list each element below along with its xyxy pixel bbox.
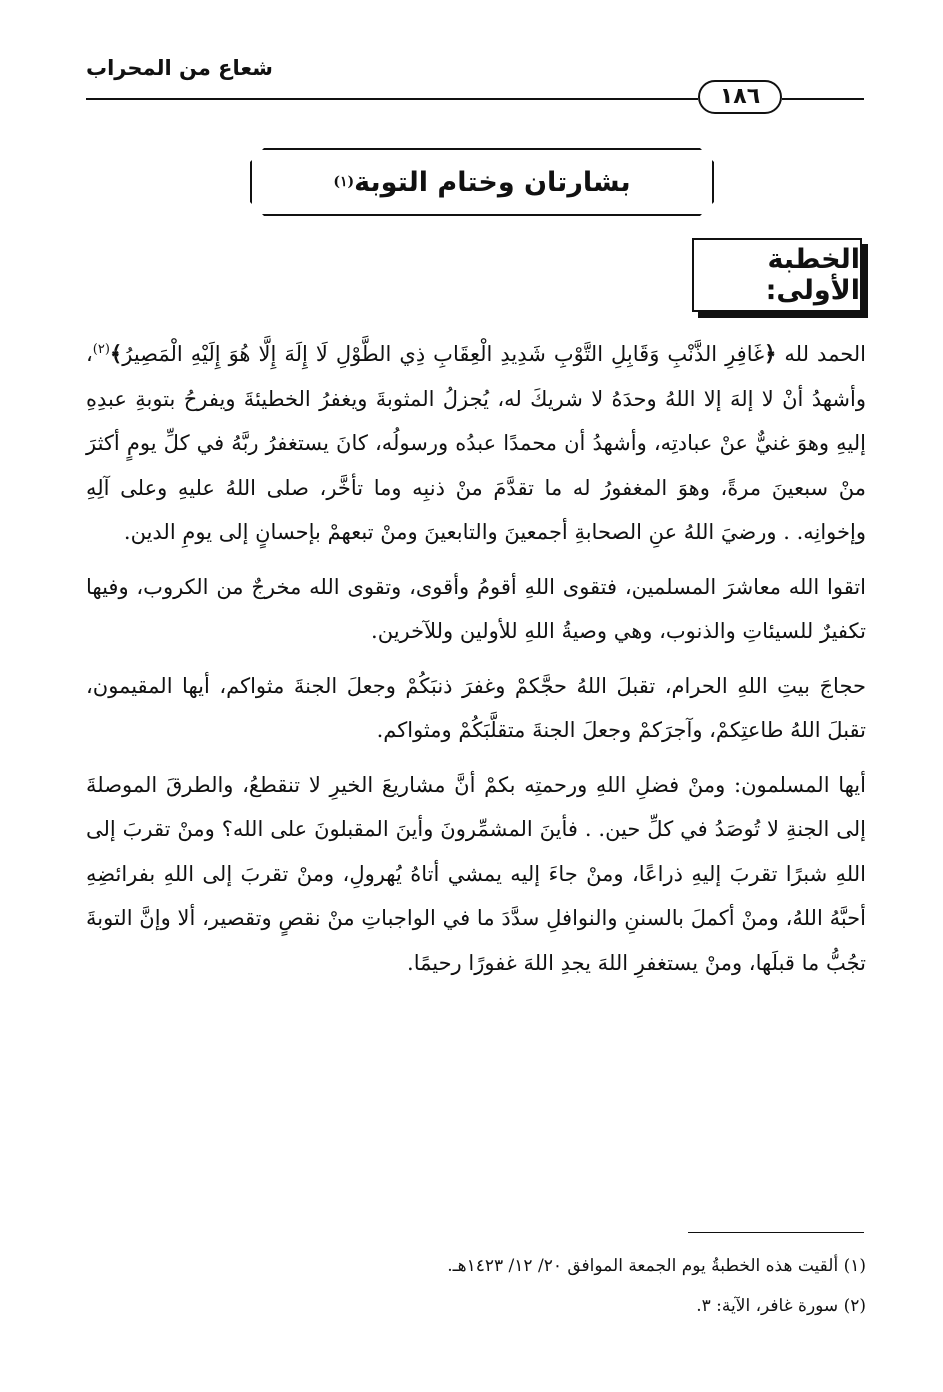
verse-open-brace: ﴿: [764, 341, 777, 366]
verse-close-brace: ﴾: [109, 341, 123, 366]
footnote-1: (١) ألقيت هذه الخطبةُ يوم الجمعة الموافق ٢٠/ ١٢/ ١٤٢٣هـ.: [447, 1256, 866, 1276]
chapter-title-container: [250, 148, 714, 216]
text-run: ، وأشهدُ أنْ لا إلهَ إلا اللهُ وحدَهُ لا شريكَ له، يُجزلُ المثوبةَ ويغفرُ الخطيئةَ ويفرحُ بتوبةِ عبدِهِ إليهِ وهوَ غنيٌّ عنْ عبادتِه، وأشهدُ أن محمدًا عبدُه ورسولُه، كانَ يستغفرُ ربَّهُ في كلِّ يومٍ أكثرَ منْ سبعينَ مرةً، وهوَ المغفورُ له ما تقدَّمَ منْ ذنبِه وما تأخَّر، صلى اللهُ عليهِ وعلى آلِهِ وإخوانِه. . ورضيَ اللهُ عنِ الصحابةِ أجمعينَ والتابعينَ ومنْ تبعهمْ بإحسانٍ إلى يومِ الدين.: [86, 342, 866, 544]
footnote-ref: (٢): [92, 342, 110, 357]
header-rule: [86, 98, 698, 100]
paragraph-2: اتقوا الله معاشرَ المسلمين، فتقوى اللهِ أقومُ وأقوى، وتقوى الله مخرجٌ من الكروب، وفيها تكفيرٌ للسيئاتِ والذنوب، وهي وصيةُ اللهِ للأولين وللآخرين.: [86, 574, 866, 643]
footnote-2: (٢) سورة غافر، الآية: ٣.: [696, 1296, 866, 1316]
paragraph-1: [86, 328, 866, 555]
text-run: الحمد لله: [776, 342, 866, 366]
section-heading: الخطبة الأولى:: [692, 238, 862, 312]
running-header-title: شعاع من المحراب: [86, 56, 273, 80]
quran-verse: غَافِرِ الذَّنْبِ وَقَابِلِ التَّوْبِ شَدِيدِ الْعِقَابِ ذِي الطَّوْلِ لَا إِلَهَ إِلَّا هُوَ إِلَيْهِ الْمَصِيرُ: [122, 342, 765, 366]
body-text: [86, 328, 866, 995]
footnote-rule: [688, 1232, 864, 1233]
chapter-title: بشارتان وختام التوبة: [354, 166, 631, 198]
paragraph-4: أيها المسلمون: ومنْ فضلِ اللهِ ورحمتِه بكمْ أنَّ مشاريعَ الخيرِ لا تنقطعُ، والطرقَ الموصلةَ إلى الجنةِ لا تُوصَدُ في كلِّ حين. . فأينَ المشمِّرونَ وأينَ المقبلونَ على الله؟ ومنْ تقربَ إلى اللهِ شبرًا تقربَ إليهِ ذراعًا، ومنْ جاءَ إليه يمشي أتاهُ يُهرولِ، ومنْ تقربَ إلى اللهِ بفرائضِهِ أحبَّهُ اللهُ، ومنْ أكملَ بالسننِ والنوافلِ سدَّدَ ما في الواجباتِ منْ نقصٍ وتقصير، ألا وإنَّ التوبةَ تجُبُّ ما قبلَها، ومنْ يستغفرِ اللهَ يجدِ اللهَ غفورًا رحيمًا.: [86, 772, 866, 975]
header-rule: [782, 98, 864, 100]
paragraph-3: حجاجَ بيتِ اللهِ الحرام، تقبلَ اللهُ حجَّكمْ وغفرَ ذنبَكُمْ وجعلَ الجنةَ مثواكم، أيها المقيمون، تقبلَ اللهُ طاعتِكمْ، وآجرَكمْ وجعلَ الجنةَ متقلَّبَكُمْ ومثواكم.: [86, 673, 866, 742]
footnotes: [86, 1246, 866, 1326]
chapter-footnote-mark: (١): [333, 174, 355, 190]
page-number: ١٨٦: [698, 80, 782, 114]
